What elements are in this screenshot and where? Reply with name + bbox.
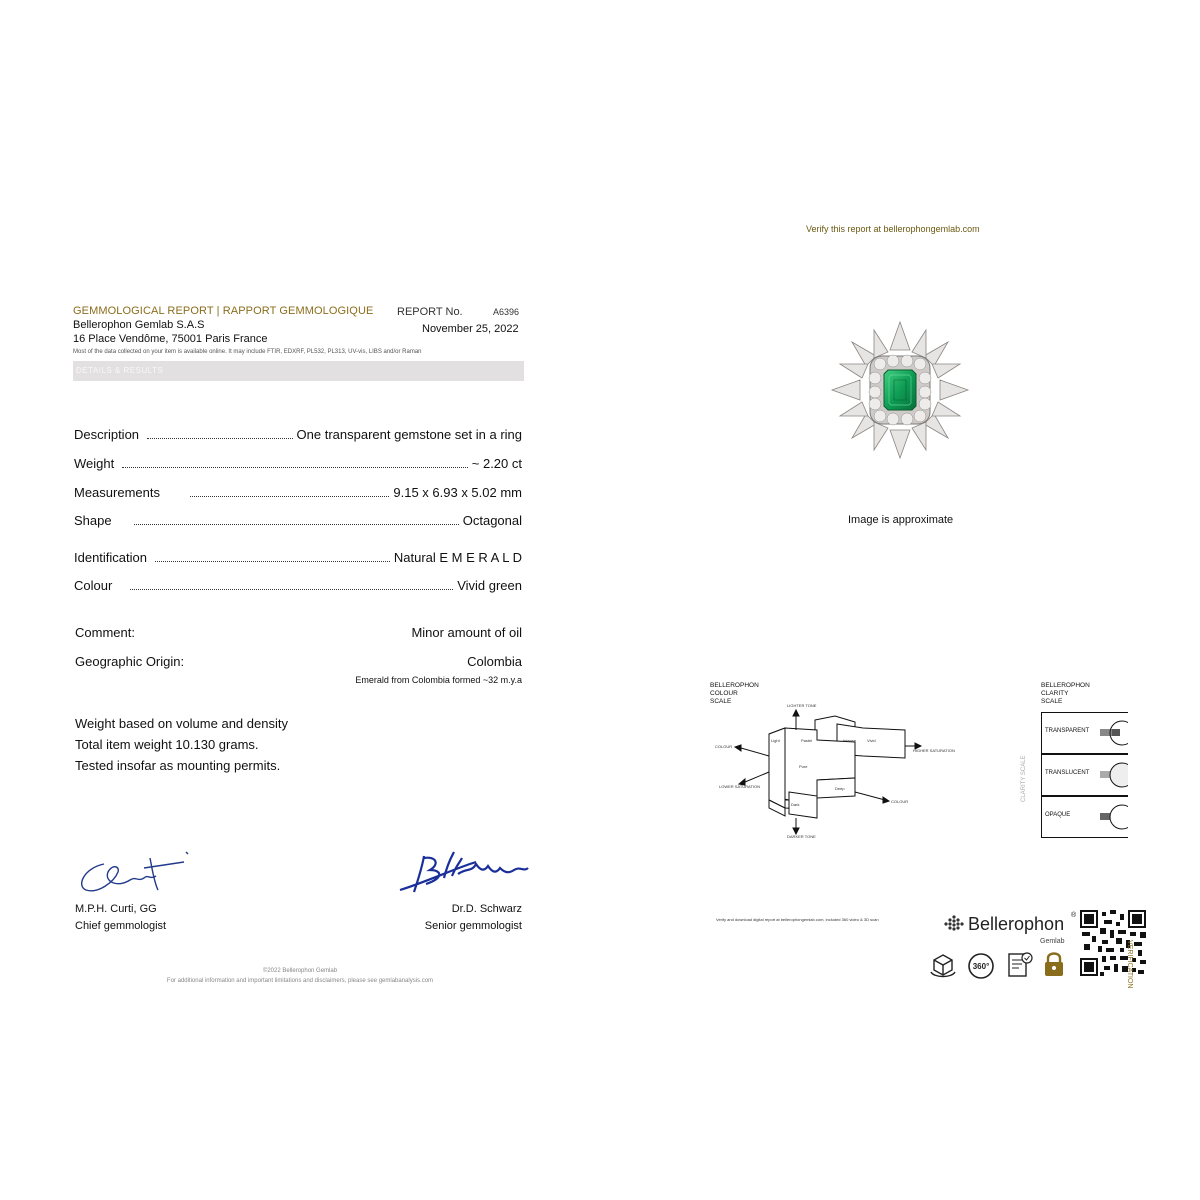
comment-value: Minor amount of oil (411, 625, 522, 640)
colour-right-label: COLOUR (891, 799, 909, 804)
clarity-opaque (1041, 796, 1128, 838)
qr-code-icon[interactable] (1080, 910, 1146, 976)
3d-cube-icon (928, 950, 958, 980)
origin-value: Colombia (467, 654, 522, 669)
field-identification (74, 547, 522, 565)
field-value: Vivid green (457, 578, 522, 593)
lower-saturation-label: LOWER SATURATION (719, 784, 760, 789)
verification-label: VERIFICATION (1126, 940, 1133, 989)
field-value: ~ 2.20 ct (471, 456, 522, 471)
comment-label: Comment: (75, 625, 135, 640)
data-note: Most of the data collected on your item is available online. It may include FTIR, EDXRF, PL532, PL313, UV-vis, LIBS and/or Raman (73, 349, 422, 355)
colour-scale-title: BELLEROPHON COLOUR SCALE (710, 682, 759, 705)
field-label: Weight (74, 456, 115, 471)
origin-row (75, 654, 522, 669)
field-description (74, 424, 522, 442)
field-value: One transparent gemstone set in a ring (296, 427, 522, 442)
lock-icon (1042, 950, 1066, 978)
darker-tone-label: DARKER TONE (787, 834, 816, 839)
field-weight (74, 453, 522, 471)
svg-text:360°: 360° (972, 962, 990, 971)
ring-photo (830, 320, 970, 460)
higher-saturation-label: HIGHER SATURATION (913, 748, 955, 753)
field-label: Shape (74, 513, 112, 528)
deep-label: Deep (835, 786, 845, 791)
dark-label: Dark (791, 802, 800, 807)
field-label: Identification (74, 550, 147, 565)
note-line: Tested insofar as mounting permits. (75, 758, 281, 773)
intense-label: Intense (843, 738, 857, 743)
registered-mark: ® (1071, 912, 1077, 919)
document-check-icon (1005, 950, 1035, 980)
field-value: Natural E M E R A L D (393, 550, 522, 565)
colour-left-label: COLOUR (715, 744, 733, 749)
colour-scale-diagram (705, 700, 955, 845)
report-title: GEMMOLOGICAL REPORT | RAPPORT GEMMOLOGIQUE (73, 305, 374, 317)
image-caption: Image is approximate (848, 514, 954, 526)
clarity-scale-vertical-label: CLARITY SCALE (1021, 755, 1027, 802)
field-colour (74, 575, 522, 593)
field-value: 9.15 x 6.93 x 5.02 mm (393, 485, 522, 500)
pastel-label: Pastel (801, 738, 813, 743)
comment-row (75, 625, 522, 640)
lab-name: Bellerophon Gemlab S.A.S (73, 319, 205, 331)
signatory-name: Dr.D. Schwarz (451, 903, 522, 915)
field-label: Description (74, 427, 140, 442)
download-note: Verify and download digital report at bellerophongemlab.com, included 360 video & 3D scan (716, 917, 879, 922)
signature-schwarz (396, 848, 536, 896)
field-value: Octagonal (462, 513, 522, 528)
note-line: Total item weight 10.130 grams. (75, 737, 259, 752)
details-section-bar (73, 361, 524, 381)
signatory-name: M.P.H. Curti, GG (75, 903, 157, 915)
translucent-swatch-icon (1098, 760, 1128, 790)
details-section-label: DETAILS & RESULTS (76, 366, 164, 375)
field-shape (74, 510, 522, 528)
light-label: Light (771, 738, 780, 743)
clarity-level-label: TRANSLUCENT (1045, 770, 1090, 776)
clarity-level-label: TRANSPARENT (1045, 728, 1090, 734)
field-label: Measurements (74, 485, 160, 500)
pure-label: Pure (799, 764, 808, 769)
brand-subtitle: Gemlab (1040, 938, 1065, 945)
bellerophon-logo-icon (940, 913, 966, 935)
origin-label: Geographic Origin: (75, 654, 185, 669)
clarity-transparent (1041, 712, 1128, 754)
lab-address: 16 Place Vendôme, 75001 Paris France (73, 333, 268, 345)
verify-link[interactable]: Verify this report at bellerophongemlab.com (806, 224, 980, 234)
signatory-role: Chief gemmologist (75, 920, 167, 932)
note-line: Weight based on volume and density (75, 716, 288, 731)
report-number-label: REPORT No. (397, 306, 463, 318)
clarity-translucent (1041, 754, 1128, 796)
report-number: A6396 (493, 307, 520, 317)
lighter-tone-label: LIGHTER TONE (787, 703, 817, 708)
brand-name: Bellerophon (968, 914, 1065, 934)
transparent-swatch-icon (1098, 718, 1128, 748)
clarity-scale-title: BELLEROPHON CLARITY SCALE (1041, 682, 1090, 705)
clarity-level-label: OPAQUE (1045, 812, 1071, 818)
report-date: November 25, 2022 (422, 323, 519, 335)
vivid-label: Vivid (867, 738, 876, 743)
footer-copyright: ©2022 Bellerophon Gemlab (262, 968, 338, 974)
field-measurements (74, 482, 522, 500)
origin-subnote: Emerald from Colombia formed ~32 m.y.a (355, 675, 522, 685)
footer-disclaimer: For additional information and important limitations and disclaimers, please see gemlabanalysis.com (166, 978, 434, 984)
opaque-swatch-icon (1098, 802, 1128, 832)
signature-curti (74, 838, 204, 900)
signatory-role: Senior gemmologist (424, 920, 522, 932)
field-label: Colour (74, 578, 113, 593)
360-icon (966, 951, 996, 981)
